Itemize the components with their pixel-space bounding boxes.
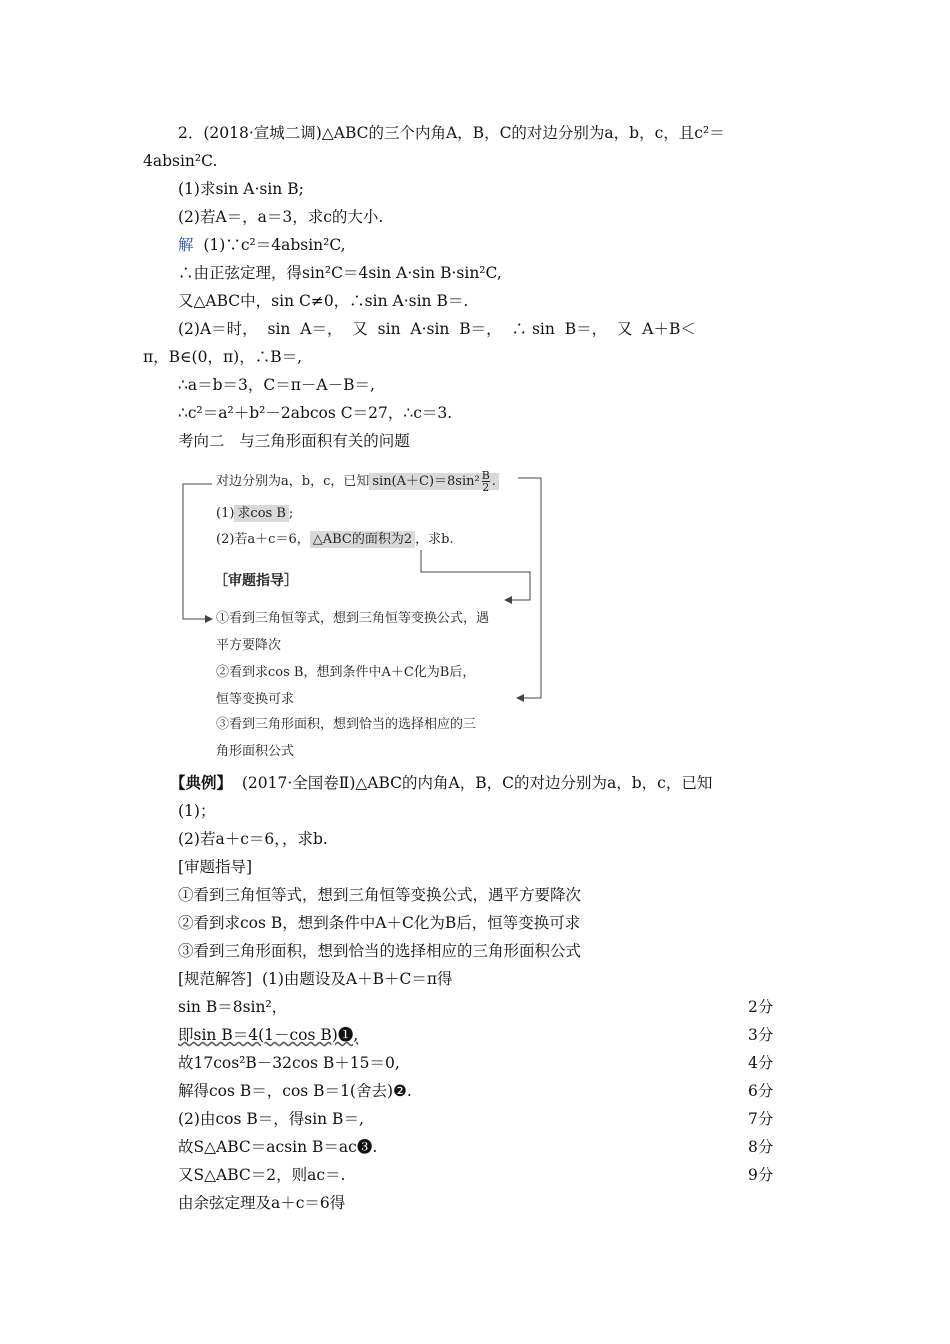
step-1-score: 2分 — [748, 998, 774, 1016]
example-question-2: (2)若a＋c＝6，，求b. — [178, 830, 328, 848]
step-2-score: 3分 — [748, 1026, 774, 1044]
step-3-text: 故17cos²B－32cos B＋15＝0, — [178, 1054, 400, 1072]
figure-guide-2b: 恒等变换可求 — [216, 692, 295, 707]
figure-question-1 — [216, 505, 293, 523]
problem-line-2: 4absin²C. — [143, 152, 218, 170]
example-guide-3: ③看到三角形面积，想到恰当的选择相应的三角形面积公式 — [178, 942, 582, 960]
step-1-text: sin B＝8sin²， — [178, 998, 288, 1016]
step-6-score: 8分 — [748, 1138, 774, 1156]
solution-line-3: 又△ABC中，sin C≠0，∴sin A·sin B＝. — [178, 292, 469, 310]
example-label: 【典例】 — [170, 773, 233, 792]
step-7-score: 9分 — [748, 1166, 774, 1184]
step-5-score: 7分 — [748, 1110, 774, 1128]
figure-guide-3b: 角形面积公式 — [216, 744, 295, 759]
step-6-text: 故S△ABC＝acsin B＝ac❸. — [178, 1138, 378, 1156]
problem-line-1: 2．(2018·宣城二调)△ABC的三个内角A，B，C的对边分别为a，b，c，且c²＝ — [178, 124, 725, 142]
figure-q2-highlight: △ABC的面积为2 — [310, 531, 415, 548]
section-title: 考向二 与三角形面积有关的问题 — [178, 432, 410, 450]
figure-q2-suffix: ，求b. — [415, 532, 454, 547]
figure-q1-highlight: 求cos B — [234, 505, 288, 522]
step-4-score: 6分 — [748, 1082, 774, 1100]
last-line: 由余弦定理及a＋c＝6得 — [178, 1194, 346, 1212]
example-standard-answer: [规范解答] (1)由题设及A＋B＋C＝π得 — [178, 970, 453, 988]
example-question-1: (1)； — [178, 802, 216, 820]
step-5-text: (2)由cos B＝，得sin B＝, — [178, 1110, 364, 1128]
example-guide-title: [审题指导] — [178, 858, 253, 876]
step-4-text: 解得cos B＝，cos B＝1(舍去)❷. — [178, 1082, 412, 1100]
figure-guide-3a: ③看到三角形面积，想到恰当的选择相应的三 — [216, 717, 477, 732]
figure-guide-2a: ②看到求cos B，想到条件中A＋C化为B后， — [216, 665, 476, 680]
example-statement: (2017·全国卷Ⅱ)△ABC的内角A，B，C的对边分别为a，b，c，已知 — [232, 774, 713, 792]
figure-fraction — [482, 470, 490, 493]
step-3-score: 4分 — [748, 1054, 774, 1072]
figure-condition-text: 对边分别为a，b，c，已知 — [216, 474, 370, 489]
figure-q1-prefix: (1) — [216, 506, 235, 521]
figure-guide-1b: 平方要降次 — [216, 638, 282, 653]
figure-guide-1a: ①看到三角恒等式，想到三角恒等变换公式，遇 — [216, 611, 490, 626]
solution-step-1: (1)∵c²＝4absin²C, — [193, 236, 346, 254]
figure-question-2 — [216, 531, 454, 549]
example-heading — [170, 773, 712, 793]
solution-line-5: π，B∈(0，π)，∴B＝, — [143, 348, 303, 366]
figure-condition-formula: sin(A＋C)＝8sin² — [372, 474, 480, 489]
figure-guide-title: ［审题指导］ — [214, 573, 298, 589]
solution-line-4: (2)A＝时， sin A＝， 又 sin A·sin B＝， ∴ sin B＝， 又 A＋B＜ — [178, 320, 696, 338]
solution-line-6: ∴a＝b＝3，C＝π－A－B＝, — [178, 376, 375, 394]
solution-line-2: ∴由正弦定理，得sin²C＝4sin A·sin B·sin²C, — [178, 264, 502, 282]
figure-fraction-numerator: B — [481, 469, 490, 482]
figure-condition-highlight: sin(A＋C)＝8sin² $\frac{B}{2}$ . — [369, 473, 499, 490]
figure-q1-suffix: ; — [288, 506, 294, 521]
solution-line-7: ∴c²＝a²＋b²－2abcos C＝27，∴c＝3. — [178, 404, 453, 422]
figure-q2-prefix: (2)若a＋c＝6， — [216, 532, 310, 547]
problem-question-1: (1)求sin A·sin B; — [178, 180, 304, 198]
step-7-text: 又S△ABC＝2，则ac＝. — [178, 1166, 346, 1184]
figure-fraction-denominator: 2 — [482, 481, 490, 494]
example-guide-1: ①看到三角恒等式，想到三角恒等变换公式，遇平方要降次 — [178, 886, 582, 904]
step-2-text: 即sin B＝4(1－cos B)❶, — [178, 1026, 359, 1044]
figure-condition-line — [216, 470, 499, 493]
solution-label: 解 — [178, 236, 194, 254]
example-guide-2: ②看到求cos B，想到条件中A＋C化为B后，恒等变换可求 — [178, 914, 581, 932]
problem-question-2: (2)若A＝，a＝3，求c的大小. — [178, 208, 384, 226]
